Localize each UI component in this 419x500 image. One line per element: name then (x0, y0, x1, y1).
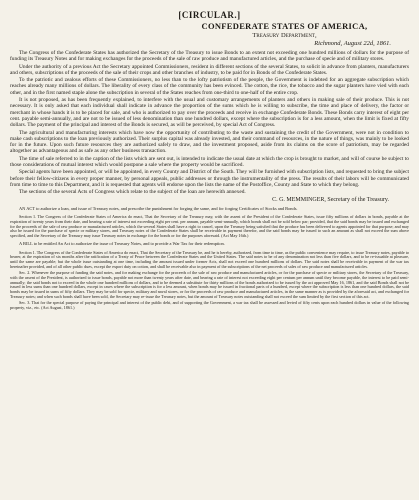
act-title: A BILL to be entitled An Act to authorize the issue of Treasury Notes, and to provide a War Tax for their redemption. (19, 241, 225, 247)
act-section: Section 1. The Congress of the Confederate States of America do enact, That the Secretary of the Treasury be, and he is hereby, authorized, from time to time, as the public convenience may require, to issue Treasury notes, payable to bearer, at the expiration of six months after the ratification of a Treaty of Peace between the Confederate States and the United States. The said notes to be of any denomination not less than five dollars, and to be re-issuable at pleasure, until the same are payable; but the whole issue outstanding at one time, including the amount issued under former Acts, shall not exceed one hundred millions of dollars. The said notes shall be receivable in payment of the war tax hereinafter provided, and of all other public dues, except the export duty on cotton, and shall be receivable also in payment of the subscriptions of the net proceeds of sales of raw produce and manufactured articles. (10, 249, 409, 270)
act-section: Sec. 3. That for the special purpose of paying the principal and interest of the public debt, and of supporting the Government, a war tax shall be assessed and levied of fifty cents upon each hundred dollars in value of the following property, viz., etc. (Act August, 1861.) (10, 299, 409, 310)
act-section: Section 1. The Congress of the Confederate States of America do enact, That the Secretary of the Treasury may, with the assent of the President of the Confederate States, issue fifty millions of dollars in bonds, payable at the expiration of twenty years from their date, and bearing a rate of interest not exceeding eight per cent. per annum, payable semi-annually, which bonds shall not be sold below par; provided, that the said bonds may be issued and exchanged for the proceeds of the sale of raw produce or manufactured articles, which the several States shall have a right to cancel, upon the Treasury being satisfied that the produce has been delivered to agents appointed for that purpose; and may also be issued for the purchase of specie or military stores, and Treasury notes of the Confederate States shall be receivable in payment therefor, and the said bonds may be issued to such an amount as shall not exceed the sum above specified, and the Secretary of the Treasury may issue Treasury notes in exchange for the bonds or for the purposes aforesaid. (Act May 16th.) (10, 213, 409, 239)
body-paragraph: The time of sale referred to in the caption of the lists which are sent out, is intended to indicate the usual date at which the crop is brought to market, and will of course be subject to those considerations of mutual interest which would postpone a sale where the property would be sacrificed. (10, 155, 409, 169)
act-title: AN ACT to authorize a loan, and issue of Treasury notes, and prescribe the punishment for forging the same, and for forging Certificates of Stocks and Bonds. (19, 205, 298, 211)
body-paragraph: Special agents have been appointed, or will be appointed, in every County and District of the South. They will be furnished with subscription lists, and requested to bring the subject before their fellow-citizens in every proper manner, by personal appeals, public addresses or through the instrumentality of the press. The results of their labors will be communicated from time to time to this Department, and it is requested that agents will endorse upon the lists the name of the Postoffice, County and State to which they belong. (10, 169, 409, 188)
body-paragraph: To the patriotic and zealous efforts of these Commissioners, no less than to the lofty patriotism of the people, the Government is indebted for an aggregate subscription which reaches already many millions of dollars. The liberality of every class of the community has been evinced. The cotton, the rice, the tobacco and the sugar planters have vied with each other, and in the first named staple alone the subscription in several of the States reaches from one-third to one-half of the entire crop. (10, 77, 409, 96)
body-paragraph: The agricultural and manufacturing interests which have now the opportunity of contributing to the waste and sustaining the credit of the Government, were not in condition to make cash subscriptions to the loan previously authorized. Their surplus capital was already invested, and their command of resources, in the nature of things, was mainly to be looked for in the future. Upon such future resources they are authorized safely to draw, and the investment proposed, aside from its claims on the score of patriotism, may be regarded altogether as advantageous and as safe as any other business transaction. (10, 129, 409, 155)
circular-heading: [CIRCULAR.] (178, 10, 241, 20)
body-paragraph: The Congress of the Confederate States has authorized the Secretary of the Treasury to issue Bonds to an extent not exceeding one hundred millions of dollars for the purpose of funding its Treasury Notes and for making exchanges for the proceeds of the sale of raw produce and manufactured articles, and the purchase of specie and of military stores. (10, 50, 409, 63)
body-paragraph: The sections of the several Acts of Congress which relate to the subject of the loan are herewith annexed. (19, 189, 246, 196)
signature: C. G. MEMMINGER, Secretary of the Treasury. (272, 196, 389, 203)
organization-title: CONFEDERATE STATES OF AMERICA, (201, 21, 368, 31)
body-paragraph: It is not proposed, as has been frequently explained, to interfere with the usual and customary arrangements of planters and others in making sale of their produce. This is not necessary. It is only asked that each individual shall indicate in advance the proportion of the sums which he is willing to subscribe, the time and place of delivery, the factor or merchant in whose hands it is to be placed for sale, and who is authorized to pay over the proceeds and receive in exchange Confederate Bonds. These Bonds carry interest of eight per cent. payable semi-annually, and are not to be issued of less denomination than one hundred dollars, except where the subscription is for a less amount, when the limit is fixed at fifty dollars. The payment of the principal and interest of the Bonds is secured, as will be perceived, by special Act of Congress. (10, 97, 409, 129)
body-paragraph: Under the authority of a previous Act the Secretary appointed Commissioners, resident in different sections of the several States, to solicit in advance from planters, manufacturers and others, subscriptions of the proceeds of the sale of their crops and other branches of industry, to be paid for in Bonds of the Confederate States. (10, 63, 409, 76)
department-name: Treasury Department, (252, 32, 317, 39)
dateline: Richmond, August 22d, 1861. (314, 40, 391, 47)
act-section: Sec. 2. Whenever the purpose of funding the said notes, and for making exchange for the proceeds of the sale of raw produce and manufactured articles, or for the purchase of specie or military stores, the Secretary of the Treasury, with the assent of the President, is authorized to issue bonds, payable not more than twenty years after date, and bearing a rate of interest not exceeding eight per centum per annum until they become payable, the interest to be paid semi-annually; the said bonds not to exceed in the whole one hundred millions of dollars, and to be deemed a substitute for thirty millions of the bonds authorized to be issued by the act approved May 16, 1861, and the said Bonds shall not be issued in less sums than one hundred dollars, except in cases where the subscription is for a less amount, when bonds may be issued in fractional parts of a hundred, except where the subscription is less than one hundred dollars, the said bonds may be issued in sums of fifty dollars. They may be sold for specie, military and naval stores, or for the proceeds of raw produce and manufactured articles, in the same manner as is provided by the aforesaid act, and exchanged for Treasury notes; and when such bonds shall have been sold, the Secretary may re-issue the Treasury notes, but the amount of Treasury notes outstanding shall not exceed the sum limited by the first section of this act. (10, 269, 409, 300)
